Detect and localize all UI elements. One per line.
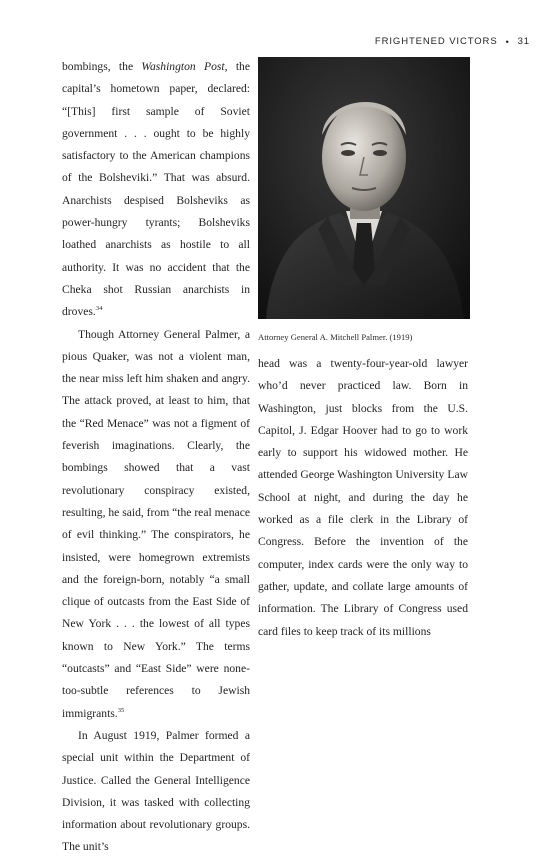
paragraph-4: head was a twenty-four-year-old lawyer who’d never practiced law. Born in Washington, just blocks from the U.S. Capitol, J. Edgar Hoover had to go to work early to support his widowed mother. He attended George Washington University Law School at night, and during the day he worked as a file clerk in the Library of Congress. Before the invention of the computer, index cards were the only way to gather, update, and collate large amounts of information. The Library of Congress used card files to keep track of its millions <box>258 357 468 638</box>
page-number: 31 <box>517 36 530 47</box>
paragraph-1 <box>62 56 250 324</box>
running-header <box>375 36 530 47</box>
paragraph-1-text-b: the capital’s hometown paper, declared: “[This] first sample of Soviet government . . . ought to be highly satisfactory to the American champions of the Bolsheviki.” That was absurd. Anarchists despised Bolsheviks as power-hungry tyrants; Bolsheviks loathed anarchists as hostile to all authority. It was no accident that the Cheka shot Russian anarchists in droves. <box>62 60 250 319</box>
portrait-image <box>258 57 470 319</box>
publication-name: Washington Post, <box>141 60 228 73</box>
photo-caption: Attorney General A. Mitchell Palmer. (1919) <box>258 332 413 342</box>
portrait-photo <box>258 57 470 319</box>
paragraph-2 <box>62 324 250 725</box>
header-separator: • <box>505 36 510 47</box>
right-column <box>258 353 468 643</box>
footnote-ref-34: 34 <box>95 305 103 313</box>
paragraph-3: In August 1919, Palmer formed a special unit within the Department of Justice. Called the General Intelligence Division, it was tasked with collecting information about revolutionary groups. The unit’s <box>62 728 250 854</box>
footnote-ref-35: 35 <box>117 706 125 714</box>
left-column <box>62 56 250 859</box>
paragraph-1-text-a: bombings, the <box>62 60 142 73</box>
chapter-title: FRIGHTENED VICTORS <box>374 36 498 47</box>
paragraph-2-text: Though Attorney General Palmer, a pious Quaker, was not a violent man, the near miss left him shaken and angry. The attack proved, at least to him, that the “Red Menace” was not a figment of feverish imaginations. Clearly, the bombings showed that a vast revolutionary conspiracy existed, resulting, he said, from “the real menace of evil thinking.” The conspirators, he insisted, were homegrown extremists and the foreign-born, notably “a small clique of outcasts from the East Side of New York . . . the lowest of all types known to New York.” The terms “outcasts” and “East Side” were none-too-subtle references to Jewish immigrants. <box>62 327 250 720</box>
